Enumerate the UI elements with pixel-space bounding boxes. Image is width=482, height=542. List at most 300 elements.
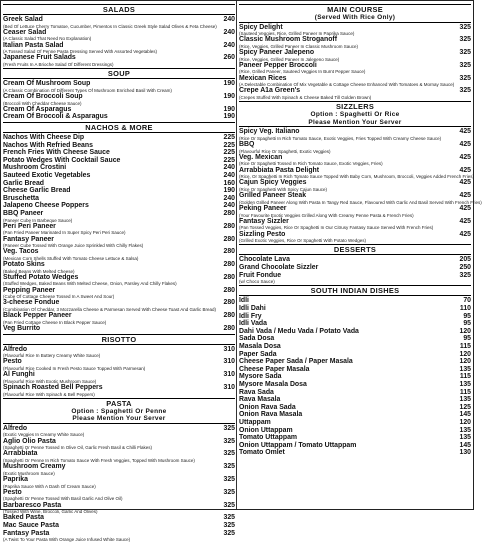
section-title: SOUP xyxy=(107,69,131,79)
menu-item xyxy=(3,16,235,24)
menu-item-price: 115 xyxy=(459,388,471,396)
menu-item xyxy=(3,346,235,354)
menu-item-price: 325 xyxy=(459,36,471,44)
menu-item-name: Cajun Spicy Veggies xyxy=(239,179,307,187)
menu-item-price: 280 xyxy=(223,209,235,217)
menu-item-price: 325 xyxy=(223,476,235,484)
menu-item-price: 280 xyxy=(223,286,235,294)
menu-item-name: Mysore Sada xyxy=(239,373,282,381)
menu-item xyxy=(239,62,471,70)
menu-item xyxy=(3,261,235,269)
menu-item-name: Baked Pasta xyxy=(3,514,44,522)
menu-item-price: 190 xyxy=(223,113,235,121)
menu-item-price: 280 xyxy=(223,235,235,243)
menu-item-name: Japanese Fruit Salads xyxy=(3,54,76,62)
menu-item-price: 135 xyxy=(459,380,471,388)
menu-item-name: Paprika xyxy=(3,476,28,484)
menu-item xyxy=(239,256,471,264)
menu-item xyxy=(239,192,471,200)
menu-item-name: Alfredo xyxy=(3,345,28,353)
menu-item xyxy=(239,434,471,442)
menu-item-price: 240 xyxy=(223,16,235,23)
menu-item-description: (Cube Of Cottage Cheese Tossed In A Sweet And Sour) xyxy=(3,294,115,300)
menu-item-price: 225 xyxy=(223,149,235,157)
menu-item xyxy=(3,312,235,320)
menu-item-price: 95 xyxy=(463,320,471,328)
menu-item-description: (Stuffed Wedges, Baked Beans With Melted Cheese, Onion, Parsley And Chilly Flakes) xyxy=(3,281,177,287)
menu-item-price: 225 xyxy=(223,133,235,141)
menu-item-name: Aglio Olio Pasta xyxy=(3,437,56,445)
menu-item-price: 240 xyxy=(223,164,235,172)
menu-item-name: Bruschetta xyxy=(3,194,39,202)
menu-item-description: (Flavourful Rice With Exotic Mushroom Sauce) xyxy=(3,378,97,384)
menu-item-price: 225 xyxy=(223,141,235,149)
menu-item xyxy=(239,218,471,226)
menu-item-name: Greek Salad xyxy=(3,16,43,23)
menu-item-description: (Crepes Stuffed With Spinach & Cheese Baked Till Golden Brown) xyxy=(239,95,372,101)
menu-item-price: 325 xyxy=(223,437,235,445)
menu-item xyxy=(3,371,235,379)
menu-item-name: Idli xyxy=(239,297,249,305)
menu-item-name: Idli Dahi xyxy=(239,305,266,313)
menu-item xyxy=(239,272,471,280)
menu-item-name: Mysore Masala Dosa xyxy=(239,380,307,388)
section-title: SOUTH INDIAN DISHES xyxy=(310,286,400,296)
section-header xyxy=(3,68,235,79)
menu-item-description: (A Classic Salad That Need No Explanation) xyxy=(3,36,92,42)
menu-item-name: Dahi Vada / Medu Vada / Potato Vada xyxy=(239,327,359,335)
menu-item xyxy=(3,489,235,497)
menu-item-name: Onion Uttappam / Tomato Uttappam xyxy=(239,441,357,449)
menu-item-name: Garlic Bread xyxy=(3,179,44,187)
menu-item-price: 325 xyxy=(459,61,471,69)
menu-item-price: 325 xyxy=(223,522,235,530)
menu-item xyxy=(3,530,235,538)
menu-item-price: 325 xyxy=(223,450,235,458)
menu-item xyxy=(3,502,235,510)
menu-item xyxy=(3,274,235,282)
menu-item-price: 135 xyxy=(459,365,471,373)
menu-item xyxy=(239,313,471,321)
menu-item-price: 240 xyxy=(223,41,235,49)
menu-item xyxy=(239,343,471,351)
menu-item xyxy=(239,49,471,57)
menu-item-price: 280 xyxy=(223,299,235,307)
menu-item-description: (Flavourful Rice With Spinach & Bell Peppers) xyxy=(3,391,95,397)
menu-item-name: Veg Burrito xyxy=(3,325,41,333)
menu-item-price: 120 xyxy=(459,350,471,358)
menu-item xyxy=(3,172,235,180)
menu-item-price: 325 xyxy=(459,23,471,31)
menu-item-price: 120 xyxy=(459,327,471,335)
menu-item-price: 190 xyxy=(223,92,235,100)
menu-item-name: Cheese Paper Sada / Paper Masala xyxy=(239,358,353,366)
menu-item-price: 325 xyxy=(459,271,471,279)
menu-item xyxy=(3,106,235,114)
menu-item-name: 3-cheese Fondue xyxy=(3,299,60,307)
menu-item-price: 425 xyxy=(459,217,471,225)
menu-item-name: Paneer Pepper Broccoli xyxy=(239,61,317,69)
menu-item xyxy=(3,42,235,50)
menu-item xyxy=(239,351,471,359)
menu-item-price: 260 xyxy=(223,54,235,62)
menu-item-price: 135 xyxy=(459,426,471,434)
menu-item-price: 310 xyxy=(223,345,235,353)
menu-item-name: BBQ xyxy=(239,141,255,149)
menu-item xyxy=(3,142,235,150)
menu-item-price: 115 xyxy=(459,373,471,381)
menu-item-description: (Rice Or Spaghetti With Spicy Cajun Sauce) xyxy=(239,187,328,193)
section-title: SIZZLERS xyxy=(335,102,375,112)
section-header xyxy=(239,244,471,255)
menu-item-description: (Golden Grilled Paneer Along With Pasta In Tangy Red Sauce, Flavoured With Garlic And Basil Served With French Fries) xyxy=(239,199,482,205)
menu-item xyxy=(239,297,471,305)
menu-item-name: Mushroom Creamy xyxy=(3,463,66,471)
menu-item-description: (Rice, Veggies, Grilled Paneer In Classic Mushroom Sauce) xyxy=(239,43,359,49)
menu-item xyxy=(239,24,471,32)
menu-item-name: Sizzling Pesto xyxy=(239,230,286,238)
menu-item-description: (Spaghetti Or Penne Tossed In Olive Oil, Garlic Fresh Basil & Chilli Flakes) xyxy=(3,445,152,451)
menu-item-name: Alfredo xyxy=(3,424,28,432)
menu-item-description: (A Classic Combination Of Different Types Of Mushroom Enriched Basil With Cream) xyxy=(3,87,172,93)
menu-item xyxy=(3,29,235,37)
menu-item xyxy=(239,389,471,397)
menu-item-price: 115 xyxy=(459,343,471,350)
menu-item-name: Nachos With Cheese Dip xyxy=(3,133,85,141)
menu-item-description: (Exotic Mushroom Sauce) xyxy=(3,470,55,476)
menu-item-name: Tomato Omlet xyxy=(239,449,285,457)
menu-item xyxy=(239,358,471,366)
menu-item xyxy=(3,93,235,101)
menu-item-name: Potato Skins xyxy=(3,261,45,269)
menu-item xyxy=(3,522,235,530)
menu-item-name: Ceaser Salad xyxy=(3,28,47,36)
section-header xyxy=(239,4,471,23)
menu-item xyxy=(3,180,235,188)
menu-item-name: Rava Masala xyxy=(239,396,281,404)
menu-item-description: (Rice, Grilled Paneer, Sauteed Veggies In Burnt Pepper Sauce) xyxy=(239,69,366,75)
menu-item-name: Idli Vada xyxy=(239,320,267,328)
menu-item-name: Grand Chocolate Sizzler xyxy=(239,264,319,272)
menu-item-description: (Rice Or Spaghetti In Rich Tomato Sauce, Exotic Veggies, Fries Topped With Creamy Cheese Sauce) xyxy=(239,135,442,141)
menu-item-name: Paper Sada xyxy=(239,350,277,358)
menu-item-name: Jalapeno Cheese Poppers xyxy=(3,202,89,210)
menu-item xyxy=(239,167,471,175)
menu-item-price: 190 xyxy=(223,187,235,195)
menu-item-price: 280 xyxy=(223,248,235,256)
section-title: NACHOS & MORE xyxy=(85,122,153,132)
menu-item-price: 325 xyxy=(223,463,235,471)
menu-item-price: 280 xyxy=(223,325,235,333)
menu-item-price: 190 xyxy=(223,80,235,88)
menu-item-name: Onion Rava Sada xyxy=(239,403,296,411)
menu-item xyxy=(3,157,235,165)
section-header xyxy=(239,285,471,296)
menu-item-name: Mexican Rices xyxy=(239,74,287,82)
menu-item-price: 310 xyxy=(223,384,235,392)
menu-item-description: (Sauteed Veggies, Rice, Grilled Paneer In Paprika Sauce) xyxy=(239,31,355,37)
menu-item-price: 120 xyxy=(459,418,471,426)
menu-item xyxy=(3,287,235,295)
menu-item-description: (A Twist To Your Pasta With Orange Juice Infused White Sauce) xyxy=(3,537,131,542)
section-subtitle: Option : Spaghetti Or Rice xyxy=(310,111,400,119)
menu-item-description: (Spaghetti Or Penne In Rich Tomato Sauce With Fresh Veggies, Topped With Mushroom Sauce) xyxy=(3,458,195,464)
menu-item-name: Nachos With Refried Beans xyxy=(3,141,93,149)
menu-item-name: Pepping Paneer xyxy=(3,286,56,294)
menu-item-name: Potato Wedges With Cocktail Sauce xyxy=(3,156,121,164)
menu-item xyxy=(3,202,235,210)
menu-item xyxy=(3,164,235,172)
menu-item xyxy=(239,305,471,313)
menu-item xyxy=(239,381,471,389)
menu-item-name: Fantasy Sizzler xyxy=(239,217,289,225)
menu-item-price: 425 xyxy=(459,166,471,174)
menu-item-name: Barbaresco Pasta xyxy=(3,501,62,509)
menu-item-price: 310 xyxy=(223,358,235,366)
menu-item-price: 250 xyxy=(459,264,471,272)
menu-item-name: Spicy Veg. Italiano xyxy=(239,128,300,136)
menu-item-name: Spicy Delight xyxy=(239,23,283,31)
menu-item-description: (Rice, Or Spaghetti In Rich Tomato Sauce Topped With Baby Corn, Mushroom, Broccoli, Veggies Added French Fries) xyxy=(239,174,474,180)
menu-item xyxy=(3,450,235,458)
section-title: SALADS xyxy=(102,5,136,14)
menu-item-price: 325 xyxy=(459,49,471,57)
menu-item xyxy=(3,358,235,366)
menu-item xyxy=(3,325,235,333)
menu-item-price: 190 xyxy=(223,105,235,113)
menu-item-description: (Flavourful Rice In Buttery Creamy White Sauce) xyxy=(3,353,101,359)
menu-item xyxy=(239,87,471,95)
menu-item-description: (Rice, Veggies, Grilled Paneer In Jalepeno Sauce) xyxy=(239,56,340,62)
menu-item-name: Al Funghi xyxy=(3,371,35,379)
menu-item-price: 325 xyxy=(223,488,235,496)
menu-item xyxy=(239,320,471,328)
menu-item-price: 95 xyxy=(463,335,471,343)
menu-item-description: (Baked Beans With Melted Cheese) xyxy=(3,268,75,274)
menu-item xyxy=(239,179,471,187)
menu-item-name: Cream Of Broccoli & Asparagus xyxy=(3,113,108,121)
menu-item-price: 135 xyxy=(459,434,471,442)
menu-item-price: 70 xyxy=(463,297,471,305)
menu-item-description: (Flavourful Rice Or Spaghetti, Exotic Veggies) xyxy=(239,148,331,154)
menu-item xyxy=(3,463,235,471)
menu-item-description: (Pan Tossed Veggies, Rice Or Spaghetti In Our Citrusy Fantasy Sauce Served With French Fries) xyxy=(239,225,434,231)
menu-item-name: Cream Of Broccoli Soup xyxy=(3,92,83,100)
menu-item xyxy=(239,442,471,450)
menu-item-price: 110 xyxy=(459,305,471,313)
section-header xyxy=(239,101,471,127)
menu-item-description: (A Tossed Salad Of Penne Pasta Dressing Served With Assorted Vegetables) xyxy=(3,49,158,55)
section-header xyxy=(3,398,235,424)
menu-item-price: 425 xyxy=(459,128,471,136)
menu-item-name: Onion Uttappam xyxy=(239,426,293,434)
menu-item-name: Rava Sada xyxy=(239,388,274,396)
menu-item-description: (Your Favourite Exotic Veggies Grilled Along With Creamy Penne Pasta & French Fries) xyxy=(239,212,414,218)
menu-item xyxy=(239,75,471,83)
menu-item-name: Arrabbiata Pasta Delight xyxy=(239,166,320,174)
menu-item-name: Pesto xyxy=(3,488,22,496)
menu-item-name: French Fries With Cheese Sauce xyxy=(3,149,110,157)
menu-item-price: 225 xyxy=(223,156,235,164)
menu-item-name: Mushroom Crostini xyxy=(3,164,67,172)
menu-item xyxy=(3,195,235,203)
menu-item-name: Masala Dosa xyxy=(239,343,281,350)
menu-item-name: Arrabbiata xyxy=(3,450,38,458)
menu-item-name: Onion Rava Masala xyxy=(239,411,303,419)
menu-item-name: BBQ Paneer xyxy=(3,209,44,217)
menu-item xyxy=(239,141,471,149)
menu-item xyxy=(239,396,471,404)
section-subtitle: (Served With Rice Only) xyxy=(314,14,396,21)
menu-item-name: Stuffed Potato Wedges xyxy=(3,273,79,281)
menu-item-name: Sada Dosa xyxy=(239,335,275,343)
menu-item-price: 425 xyxy=(459,192,471,200)
menu-item-name: Fruit Fondue xyxy=(239,271,282,279)
menu-item xyxy=(3,54,235,62)
menu-item xyxy=(3,187,235,195)
section-subtitle: Please Mention Your Server xyxy=(72,415,166,423)
menu-item xyxy=(3,113,235,121)
menu-item-description: (Mexican Corn Shells Stuffed With Tomato Cheese Lettuce & Salsa) xyxy=(3,255,139,261)
menu-item xyxy=(239,154,471,162)
menu-item-name: Cream Of Mushroom Soup xyxy=(3,80,91,88)
menu-item xyxy=(239,366,471,374)
menu-item xyxy=(239,36,471,44)
menu-item-name: Cheese Paper Masala xyxy=(239,365,310,373)
menu-item-description: (Paprika Sauce With A Dash Of Cream Sauce) xyxy=(3,483,96,489)
menu-item xyxy=(3,476,235,484)
menu-item-price: 325 xyxy=(459,87,471,95)
menu-item-name: Uttappam xyxy=(239,418,271,426)
section-title: MAIN COURSE xyxy=(327,5,383,14)
column-divider xyxy=(236,1,237,509)
menu-item-name: Cream Of Asparagus xyxy=(3,105,72,113)
menu-item-description: (Broccoli With Cheddar Cheese Sauce) xyxy=(3,100,82,106)
menu-item-price: 95 xyxy=(463,312,471,320)
menu-item-name: Spicy Paneer Jalepeno xyxy=(239,49,315,57)
menu-item-description: (w/ Choco Sauce) xyxy=(239,279,275,285)
menu-item xyxy=(239,231,471,239)
menu-item-price: 425 xyxy=(459,153,471,161)
menu-item xyxy=(239,419,471,427)
menu-item-description: (Spaghetti Or Penne Tossed With Basil Garlic And Olive Oil) xyxy=(3,496,123,502)
menu-item-name: Spinach Roasted Bell Peppers xyxy=(3,384,103,392)
menu-item-name: Grilled Paneer Steak xyxy=(239,192,307,200)
menu-item xyxy=(3,438,235,446)
menu-item-description: (Pan Fried Paneer Marinated In Super Spicy Peri Peri Sauce) xyxy=(3,230,126,236)
menu-item-description: (Rice Or Spaghetti Tossed In Rich Tomato Sauce, Exotic Veggies, Fries) xyxy=(239,161,383,167)
section-title: PASTA xyxy=(106,398,132,408)
menu-item-price: 425 xyxy=(459,230,471,238)
menu-item-name: Mac Sauce Pasta xyxy=(3,522,59,530)
menu-item xyxy=(239,449,471,457)
menu-item xyxy=(239,411,471,419)
menu-item-price: 310 xyxy=(223,371,235,379)
menu-item xyxy=(239,335,471,343)
menu-item-name: Classic Mushroom Stroganoff xyxy=(239,36,338,44)
menu-item-name: Peking Paneer xyxy=(239,205,287,213)
menu-item-description: (Fresh Fruits In A Brioche Salad Of Different Dressings) xyxy=(3,61,114,67)
menu-item xyxy=(3,299,235,307)
menu-item-description: (Exotic Veggies In Creamy White Sauce) xyxy=(3,432,85,438)
menu-item-price: 425 xyxy=(459,179,471,187)
menu-item-price: 325 xyxy=(223,514,235,522)
menu-item xyxy=(3,223,235,231)
menu-item-price: 240 xyxy=(223,171,235,179)
menu-item-description: (Paneer Cube Tossed With Orange Juice Sprinkled With Chilly Flakes) xyxy=(3,243,144,249)
menu-item-description: (Grilled Exotic Veggies, Rice Or Spaghetti With Potato Wedges) xyxy=(239,238,366,244)
menu-item-description: (Paneer Cube In Barbeque Sauce) xyxy=(3,217,73,223)
menu-item-description: (A Delectable Combination Of Mix Vegetable & Cottage Cheese Enhanced With Tomatoes & Mornay Sauce) xyxy=(239,82,455,88)
menu-item-name: Veg. Tacos xyxy=(3,248,39,256)
menu-item-name: Fantasy Paneer xyxy=(3,235,54,243)
menu-item xyxy=(239,128,471,136)
menu-item-description: (Combination Of Cheddar, 3 Mozzarella Cheese & Parmesan Served With Cheese Toast And Garlic Bread) xyxy=(3,307,217,313)
menu-item-name: Sauteed Exotic Vegetables xyxy=(3,171,91,179)
menu-column-left xyxy=(3,3,235,542)
menu-item-price: 135 xyxy=(459,396,471,404)
menu-item xyxy=(3,248,235,256)
section-title: RISOTTO xyxy=(101,334,137,344)
section-header xyxy=(3,4,235,15)
menu-item-price: 240 xyxy=(223,194,235,202)
menu-item-price: 280 xyxy=(223,273,235,281)
menu-item-description: (Pan Fried Cottage Cheese In Black Pepper Sauce) xyxy=(3,319,107,325)
menu-item-name: Italian Pasta Salad xyxy=(3,41,64,49)
menu-item-price: 425 xyxy=(459,141,471,149)
menu-item-name: Fantasy Pasta xyxy=(3,529,50,537)
section-header xyxy=(3,122,235,133)
menu-item xyxy=(239,427,471,435)
menu-item-name: Black Pepper Paneer xyxy=(3,312,72,320)
menu-item-name: Idli Fry xyxy=(239,312,262,320)
menu-item-name: Chocolate Lava xyxy=(239,256,290,264)
menu-item xyxy=(239,205,471,213)
menu-item-price: 280 xyxy=(223,312,235,320)
menu-item xyxy=(3,80,235,88)
menu-item-price: 280 xyxy=(223,261,235,269)
section-subtitle: Option : Spaghetti Or Penne xyxy=(71,407,167,415)
menu-item-price: 125 xyxy=(459,403,471,411)
menu-item-name: Tomato Uttappam xyxy=(239,434,298,442)
section-subtitle: Please Mention Your Server xyxy=(308,118,402,126)
menu-item-description: (Bed Of Lettuce Cherry Tomatoe, Cucumber, Pimentos In Classic Greek Style Salad Olives & Feta Cheese) xyxy=(3,23,217,29)
menu-item-name: Pesto xyxy=(3,358,22,366)
menu-item xyxy=(3,384,235,392)
menu-item-price: 325 xyxy=(459,74,471,82)
menu-item-price: 425 xyxy=(459,205,471,213)
section-header xyxy=(3,334,235,345)
menu-item-name: Crepe A1a Green's xyxy=(239,87,301,95)
menu-item xyxy=(3,236,235,244)
menu-item xyxy=(3,149,235,157)
menu-item xyxy=(3,134,235,142)
menu-item-price: 145 xyxy=(459,411,471,419)
menu-item-price: 145 xyxy=(459,441,471,449)
menu-item xyxy=(239,264,471,272)
menu-item-price: 240 xyxy=(223,28,235,36)
menu-item-price: 160 xyxy=(223,179,235,187)
menu-item-price: 240 xyxy=(223,202,235,210)
menu-item xyxy=(239,328,471,336)
menu-item-name: Cheese Garlic Bread xyxy=(3,187,71,195)
menu-item-name: Peri Peri Paneer xyxy=(3,222,56,230)
menu-item xyxy=(3,425,235,433)
menu-item-price: 280 xyxy=(223,222,235,230)
menu-item xyxy=(239,404,471,412)
menu-item xyxy=(3,514,235,522)
menu-item-price: 205 xyxy=(459,256,471,264)
